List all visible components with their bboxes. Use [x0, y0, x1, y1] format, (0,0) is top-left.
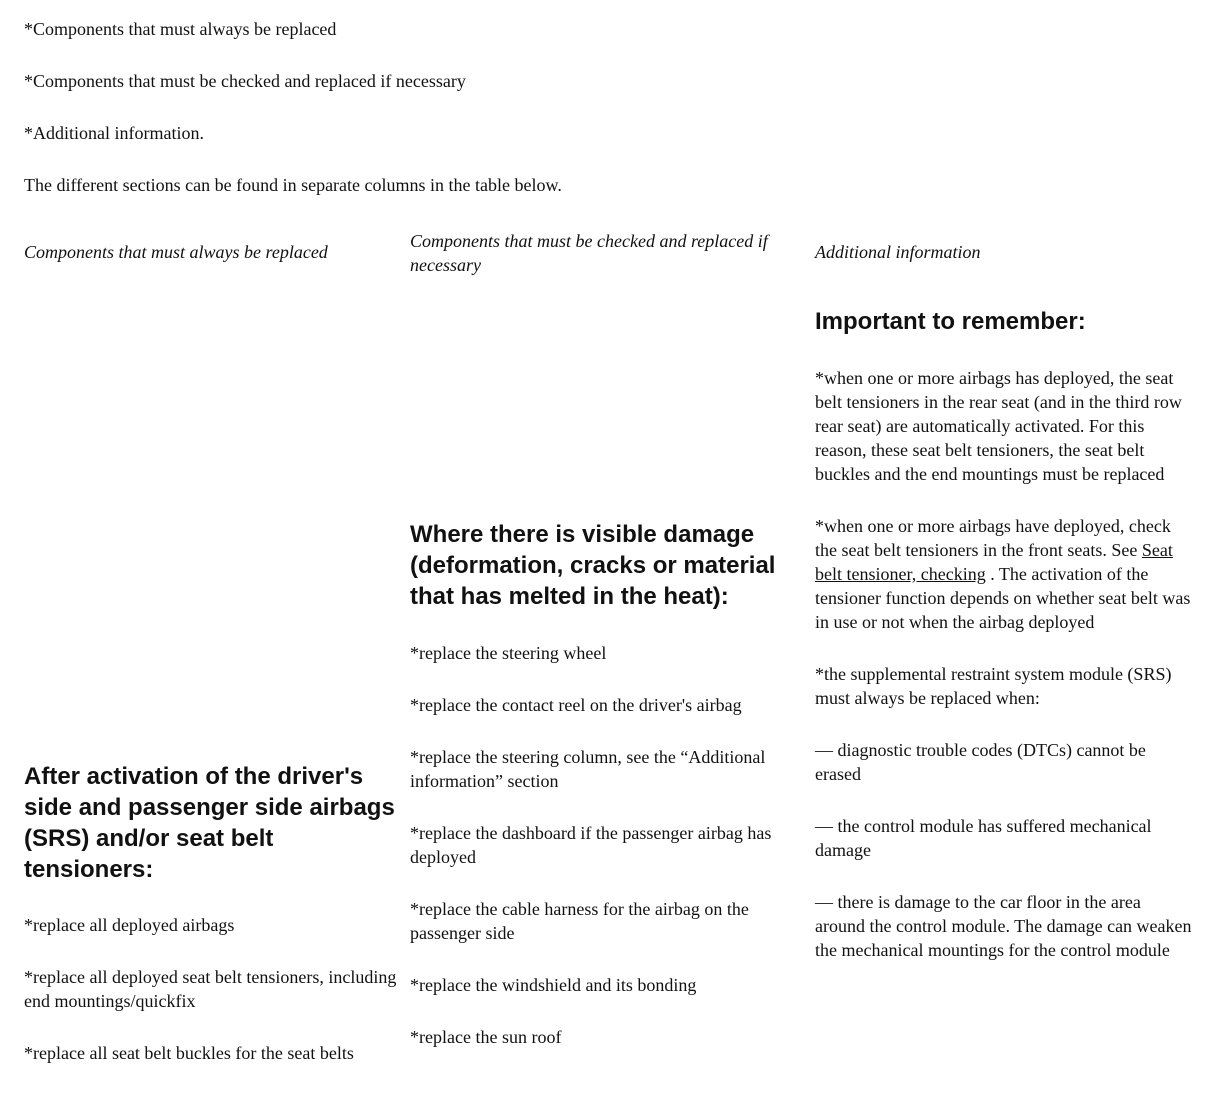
col3-dash-item: — the control module has suffered mechanical damage [815, 816, 1152, 860]
col3-dash-item: — there is damage to the car floor in the area around the control module. The damage can weaken the mechanical mountings for the control module [815, 892, 1192, 960]
intro-line-always-replaced: *Components that must always be replaced [24, 19, 337, 39]
col2-item: *replace the sun roof [410, 1027, 562, 1047]
col3-heading: Important to remember: [815, 308, 1086, 335]
column-checked-replaced [410, 519, 810, 1049]
col2-item: *replace the cable harness for the airbag on the passenger side [410, 899, 749, 943]
intro-line-additional-info: *Additional information. [24, 123, 204, 143]
col3-dash-item: — diagnostic trouble codes (DTCs) cannot be erased [815, 740, 1146, 784]
table-header-checked-replaced: Components that must be checked and replaced if necessary [410, 231, 768, 275]
col2-heading: Where there is visible damage (deformation, cracks or material that has melted in the heat): [410, 521, 776, 610]
col2-item: *replace the windshield and its bonding [410, 975, 697, 995]
col1-heading: After activation of the driver's side and passenger side airbags (SRS) and/or seat belt tensioners: [24, 763, 395, 883]
intro-line-sections-note: The different sections can be found in separate columns in the table below. [24, 175, 562, 195]
intro-line-checked-replaced: *Components that must be checked and replaced if necessary [24, 71, 466, 91]
col1-item: *replace all deployed seat belt tensioners, including end mountings/quickfix [24, 967, 397, 1011]
col1-item: *replace all deployed airbags [24, 915, 235, 935]
table-header-always-replaced: Components that must always be replaced [24, 242, 328, 262]
col3-paragraph-front-tensioners [815, 514, 1195, 634]
col3-p2-text-after: . The activation of the tensioner function depends on whether seat belt was in use or not when the airbag deployed [815, 564, 1191, 632]
col2-item: *replace the steering column, see the “Additional information” section [410, 747, 766, 791]
seat-belt-tensioner-checking-link[interactable]: Seat belt tensioner, checking [815, 540, 1173, 584]
table-header-additional-info: Additional information [815, 242, 981, 262]
col3-p2-text-before: *when one or more airbags have deployed, check the seat belt tensioners in the front seats. See [815, 516, 1171, 560]
col2-item: *replace the contact reel on the driver's airbag [410, 695, 742, 715]
col3-paragraph-srs-module: *the supplemental restraint system module (SRS) must always be replaced when: [815, 664, 1172, 708]
col2-item: *replace the dashboard if the passenger airbag has deployed [410, 823, 772, 867]
col1-item: *replace all seat belt buckles for the seat belts [24, 1043, 354, 1063]
column-always-replaced [24, 761, 399, 1065]
col3-paragraph-rear-tensioners: *when one or more airbags has deployed, the seat belt tensioners in the rear seat (and in the third row rear seat) are automatically activated. For this reason, these seat belt tensioners, the seat belt buckles and the end mountings must be replaced [815, 368, 1182, 484]
col2-item: *replace the steering wheel [410, 643, 607, 663]
column-additional-info [815, 306, 1195, 962]
